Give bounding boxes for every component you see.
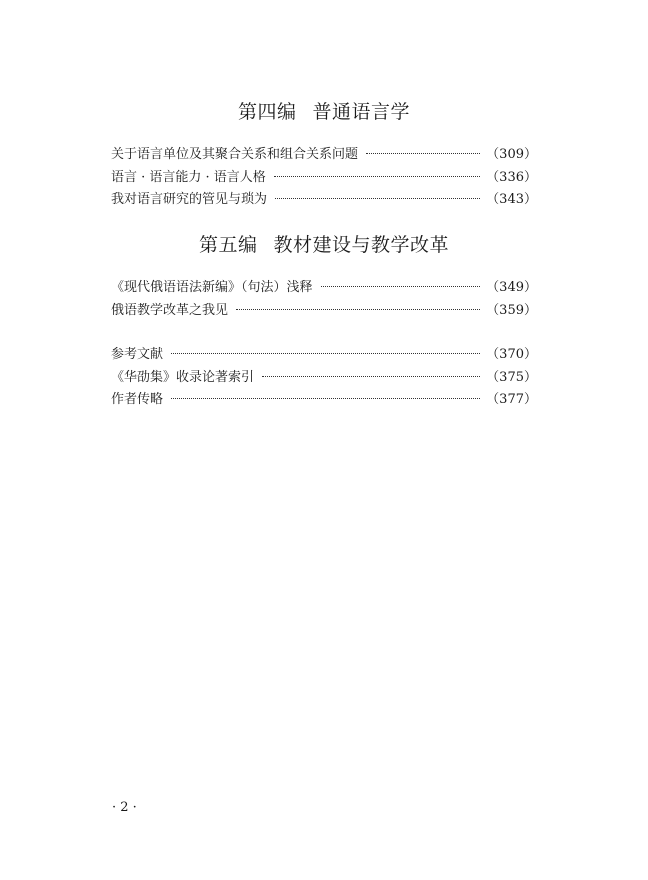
- toc-entry-page: （370）: [486, 347, 537, 362]
- section-name: 教材建设与教学改革: [273, 234, 450, 256]
- toc-entry-title: 作者传略: [111, 392, 164, 407]
- toc-leader-dots: [366, 153, 480, 154]
- toc-entry[interactable]: [111, 143, 537, 166]
- toc-entry-title: 参考文献: [111, 347, 164, 362]
- toc-entry-page: （377）: [486, 392, 537, 407]
- toc-entry[interactable]: [111, 299, 537, 322]
- toc-leader-dots: [236, 309, 480, 310]
- toc-leader-dots: [171, 398, 480, 399]
- toc-entry-page: （309）: [486, 147, 537, 162]
- toc-leader-dots: [274, 176, 480, 177]
- section-title-part-4: [0, 97, 648, 124]
- toc-list-part-4: [111, 143, 537, 211]
- toc-entry-title: 语言 · 语言能力 · 语言人格: [111, 169, 266, 185]
- toc-entry-page: （359）: [486, 302, 537, 318]
- toc-entry-title: 关于语言单位及其聚合关系和组合关系问题: [111, 147, 359, 162]
- toc-list-part-5: [111, 276, 537, 321]
- toc-list-appendix: [111, 343, 537, 411]
- toc-entry[interactable]: [111, 166, 537, 189]
- toc-entry-page: （349）: [486, 280, 537, 295]
- page-number: · 2 ·: [112, 800, 137, 815]
- toc-leader-dots: [171, 353, 480, 354]
- toc-entry-title: 俄语教学改革之我见: [111, 302, 229, 318]
- toc-leader-dots: [321, 286, 481, 287]
- toc-entry-page: （336）: [486, 169, 537, 185]
- section-part-label: 第五编: [198, 234, 258, 256]
- toc-entry[interactable]: [111, 366, 537, 389]
- toc-entry-page: （343）: [486, 192, 537, 207]
- toc-entry[interactable]: [111, 343, 537, 366]
- toc-entry-page: （375）: [486, 369, 537, 385]
- section-name: 普通语言学: [312, 101, 411, 123]
- toc-entry[interactable]: [111, 188, 537, 211]
- toc-leader-dots: [262, 376, 480, 377]
- toc-entry[interactable]: [111, 276, 537, 299]
- toc-entry-title: 我对语言研究的管见与琐为: [111, 192, 268, 207]
- toc-leader-dots: [275, 198, 480, 199]
- toc-entry-title: 《华劭集》收录论著索引: [111, 369, 255, 385]
- section-title-part-5: [0, 230, 648, 257]
- toc-entry-title: 《现代俄语语法新编》（句法）浅释: [111, 280, 313, 295]
- section-part-label: 第四编: [237, 101, 297, 123]
- toc-entry[interactable]: [111, 388, 537, 411]
